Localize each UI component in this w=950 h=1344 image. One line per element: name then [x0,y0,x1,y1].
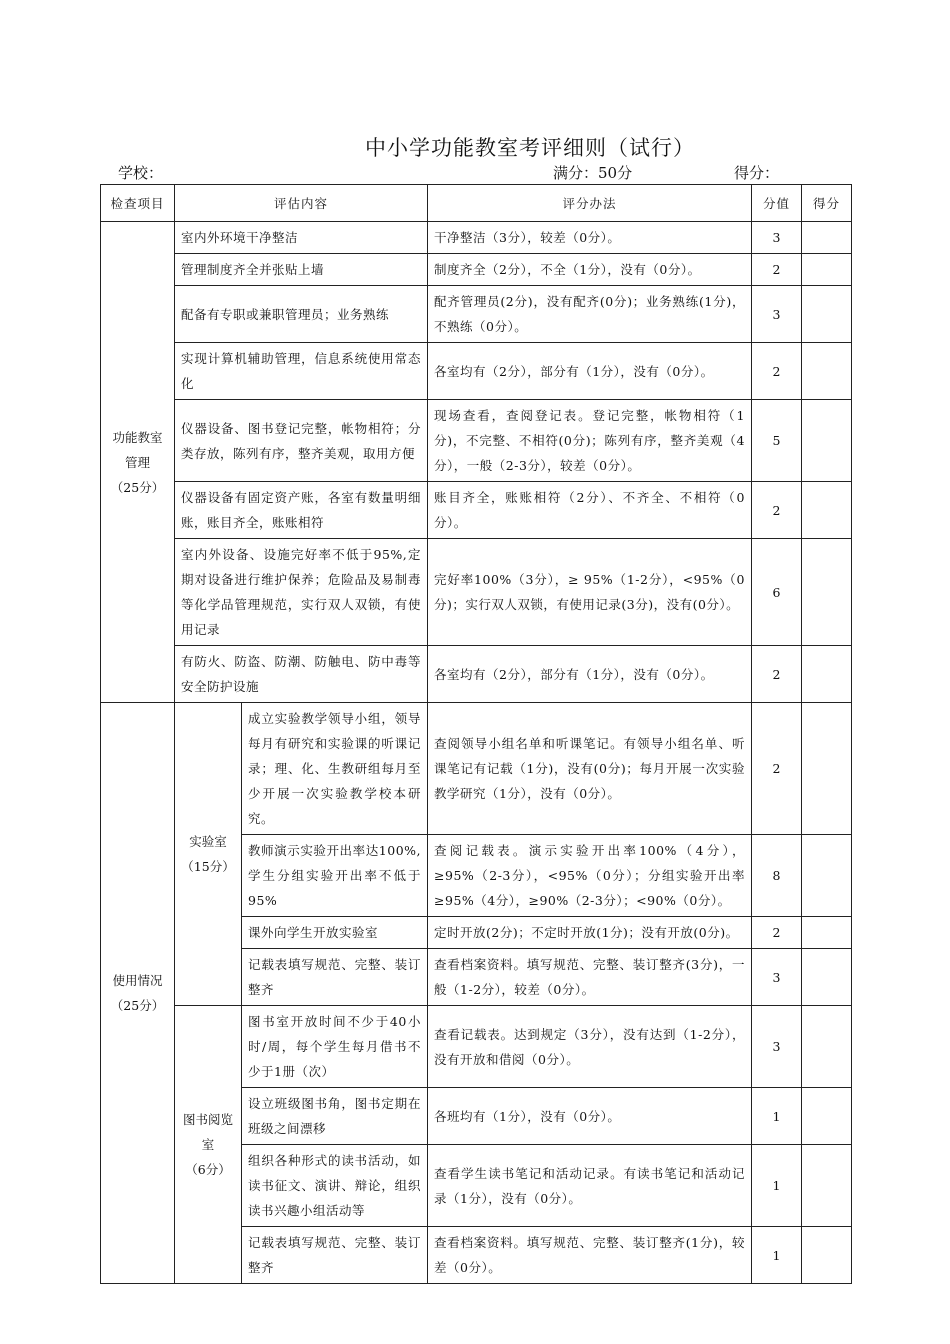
score-cell[interactable] [802,949,852,1006]
value-cell: 1 [752,1227,802,1284]
table-row [101,646,852,703]
score-cell[interactable] [802,286,852,343]
section-name: 使用情况 [112,973,163,988]
content-cell: 教师演示实验开出率达100%,学生分组实验开出率不低于95% [242,835,428,917]
method-cell: 各班均有（1分），没有（0分）。 [428,1088,752,1145]
section-name: 功能教室管理 [112,429,163,470]
score-cell[interactable] [802,343,852,400]
value-cell: 2 [752,703,802,835]
evaluation-table [100,184,852,1284]
method-cell: 干净整洁（3分），较差（0分）。 [428,222,752,254]
method-cell: 账目齐全，账账相符（2分）、不齐全、不相符（0分）。 [428,482,752,539]
full-score-label: 满分：50分 [553,164,633,182]
content-cell: 实现计算机辅助管理，信息系统使用常态化 [175,343,428,400]
method-cell: 配齐管理员(2分)，没有配齐(0分)；业务熟练(1分)，不熟练（0分）。 [428,286,752,343]
table-row [101,482,852,539]
subsection-lab [175,703,242,1006]
table-row [101,703,852,835]
section-management [101,222,175,703]
content-cell: 记载表填写规范、完整、装订整齐 [242,949,428,1006]
method-cell: 各室均有（2分），部分有（1分），没有（0分）。 [428,646,752,703]
score-cell[interactable] [802,703,852,835]
value-cell: 8 [752,835,802,917]
method-cell: 查看学生读书笔记和活动记录。有读书笔记和活动记录（1分），没有（0分）。 [428,1145,752,1227]
section-usage [101,703,175,1284]
method-cell: 查阅领导小组名单和听课笔记。有领导小组名单、听课笔记有记载（1分)，没有(0分)；每月开展一次实验教学研究（1分），没有（0分）。 [428,703,752,835]
content-cell: 设立班级图书角，图书定期在班级之间漂移 [242,1088,428,1145]
subsection-points: （6分） [185,1162,231,1177]
method-cell: 完好率100%（3分），≥ 95%（1-2分），<95%（0分)；实行双人双锁，有使用记录(3分)，没有(0分）。 [428,539,752,646]
score-cell[interactable] [802,646,852,703]
table-row [101,539,852,646]
content-cell: 配备有专职或兼职管理员；业务熟练 [175,286,428,343]
school-label: 学校： [118,164,164,182]
subsection-library [175,1006,242,1284]
score-cell[interactable] [802,1145,852,1227]
content-cell: 组织各种形式的读书活动，如读书征文、演讲、辩论，组织读书兴趣小组活动等 [242,1145,428,1227]
value-cell: 1 [752,1145,802,1227]
section-points: （25分） [110,479,165,495]
value-cell: 2 [752,254,802,286]
section-points: （25分） [110,998,165,1013]
header-method: 评分办法 [428,185,752,222]
method-cell: 查看档案资料。填写规范、完整、装订整齐(3分)，一般（1-2分），较差（0分）。 [428,949,752,1006]
value-cell: 3 [752,286,802,343]
score-cell[interactable] [802,835,852,917]
score-cell[interactable] [802,254,852,286]
subsection-points: （15分） [181,859,235,874]
method-cell: 查看档案资料。填写规范、完整、装订整齐(1分)，较差（0分）。 [428,1227,752,1284]
header-content: 评估内容 [175,185,428,222]
table-row [101,254,852,286]
content-cell: 仪器设备、图书登记完整，帐物相符；分类存放，陈列有序，整齐美观，取用方便 [175,400,428,482]
method-cell: 各室均有（2分），部分有（1分），没有（0分）。 [428,343,752,400]
score-cell[interactable] [802,482,852,539]
value-cell: 2 [752,917,802,949]
table-row [101,343,852,400]
value-cell: 3 [752,949,802,1006]
document-title: 中小学功能教室考评细则（试行） [365,136,695,160]
content-cell: 室内外环境干净整洁 [175,222,428,254]
content-cell: 有防火、防盗、防潮、防触电、防中毒等安全防护设施 [175,646,428,703]
content-cell: 仪器设备有固定资产账，各室有数量明细账，账目齐全，账账相符 [175,482,428,539]
table-header-row [101,185,852,222]
header-value: 分值 [752,185,802,222]
value-cell: 2 [752,343,802,400]
value-cell: 3 [752,222,802,254]
value-cell: 1 [752,1088,802,1145]
method-cell: 定时开放(2分)；不定时开放(1分)；没有开放(0分)。 [428,917,752,949]
score-cell[interactable] [802,539,852,646]
table-row [101,286,852,343]
content-cell: 管理制度齐全并张贴上墙 [175,254,428,286]
score-cell[interactable] [802,400,852,482]
content-cell: 记载表填写规范、完整、装订整齐 [242,1227,428,1284]
value-cell: 6 [752,539,802,646]
method-cell: 制度齐全（2分），不全（1分），没有（0分）。 [428,254,752,286]
value-cell: 2 [752,646,802,703]
content-cell: 课外向学生开放实验室 [242,917,428,949]
method-cell: 查阅记载表。演示实验开出率100%（4分），≥95%（2-3分），<95%（0分）；分组实验开出率≥95%（4分），≥90%（2-3分）；<90%（0分）。 [428,835,752,917]
subsection-name: 实验室 [189,834,227,849]
score-label: 得分： [734,164,780,182]
method-cell: 查看记载表。达到规定（3分），没有达到（1-2分），没有开放和借阅（0分）。 [428,1006,752,1088]
score-cell[interactable] [802,917,852,949]
subsection-name: 图书阅览室 [182,1112,233,1152]
header-score: 得分 [802,185,852,222]
table-row [101,222,852,254]
value-cell: 2 [752,482,802,539]
score-cell[interactable] [802,1006,852,1088]
table-row [101,400,852,482]
value-cell: 5 [752,400,802,482]
content-cell: 成立实验教学领导小组，领导每月有研究和实验课的听课记录；理、化、生教研组每月至少开展一次实验教学校本研究。 [242,703,428,835]
score-cell[interactable] [802,1088,852,1145]
score-cell[interactable] [802,222,852,254]
value-cell: 3 [752,1006,802,1088]
content-cell: 图书室开放时间不少于40小时/周，每个学生每月借书不少于1册（次） [242,1006,428,1088]
table-row [101,1006,852,1088]
header-item: 检查项目 [101,185,175,222]
content-cell: 室内外设备、设施完好率不低于95%,定期对设备进行维护保养；危险品及易制毒等化学品管理规范，实行双人双锁，有使用记录 [175,539,428,646]
score-cell[interactable] [802,1227,852,1284]
method-cell: 现场查看，查阅登记表。登记完整，帐物相符（1分)，不完整、不相符(0分)；陈列有序，整齐美观（4分），一般（2-3分），较差（0分）。 [428,400,752,482]
